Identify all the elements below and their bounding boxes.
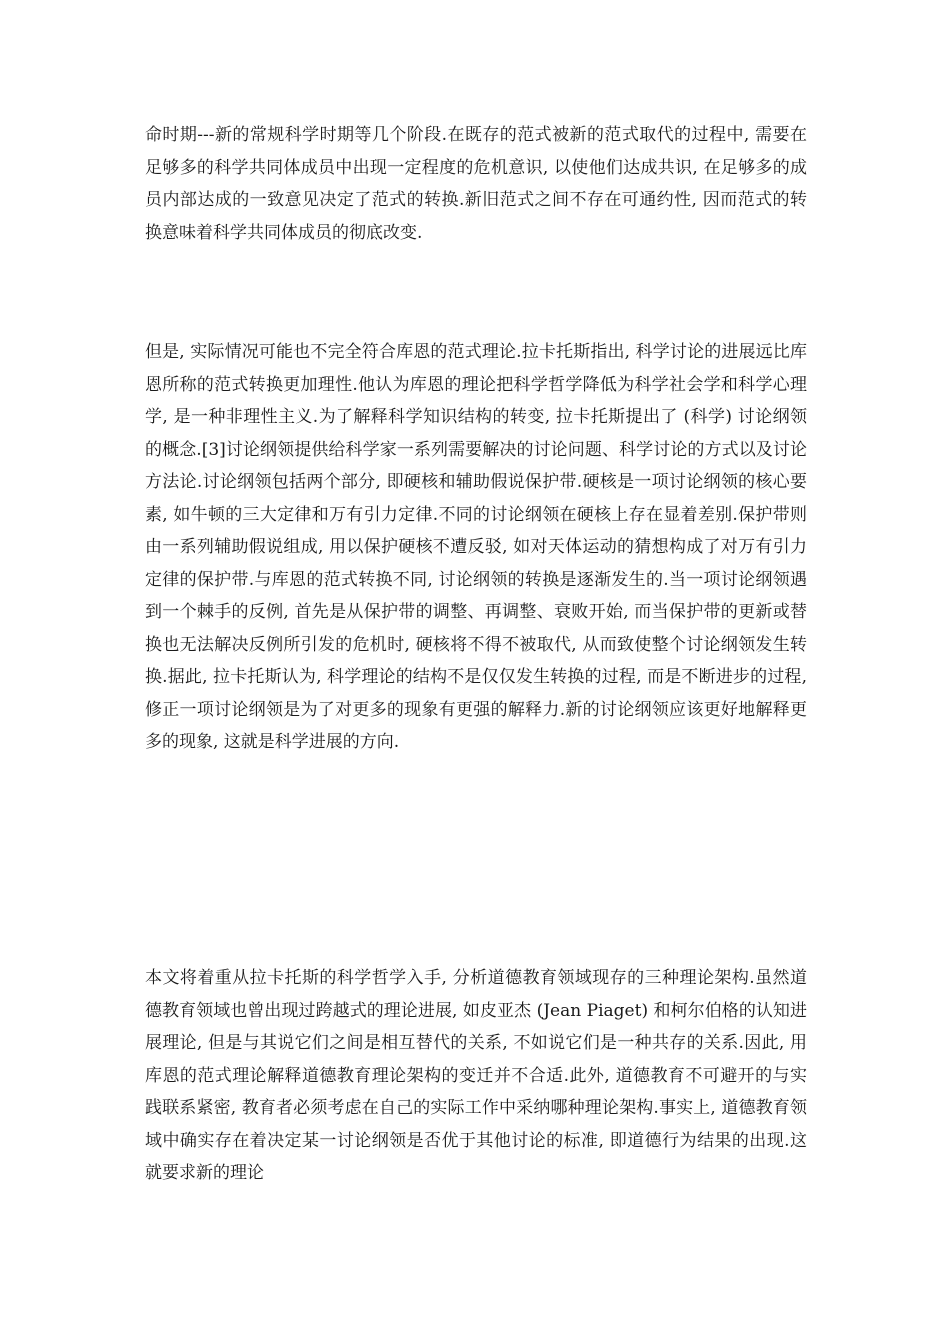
paragraph-3: 本文将着重从拉卡托斯的科学哲学入手, 分析道德教育领域现存的三种理论架构.虽然道德教育领域也曾出现过跨越式的理论进展, 如皮亚杰 (Jean Piaget) 和柯尔伯格的认知进展理论, 但是与其说它们之间是相互替代的关系, 不如说它们是一种共存的关系.因此, 用库恩的范式理论解释道德教育理论架构的变迁并不合适.此外, 道德教育不可避开的与实践联系紧密, 教育者必须考虑在自己的实际工作中采纳哪种理论架构.事实上, 道德教育领域中确实存在着决定某一讨论纲领是否优于其他讨论的标准, 即道德行为结果的出现.这就要求新的理论 xyxy=(145,968,807,1183)
paragraph-1: 命时期---新的常规科学时期等几个阶段.在既存的范式被新的范式取代的过程中, 需要在足够多的科学共同体成员中出现一定程度的危机意识, 以使他们达成共识, 在足够多的成员内部达成的一致意见决定了范式的转换.新旧范式之间不存在可通约性, 因而范式的转换意味着科学共同体成员的彻底改变. xyxy=(145,125,807,243)
paragraph-2: 但是, 实际情况可能也不完全符合库恩的范式理论.拉卡托斯指出, 科学讨论的进展远比库恩所称的范式转换更加理性.他认为库恩的理论把科学哲学降低为科学社会学和科学心理学, 是一种非理性主义.为了解释科学知识结构的转变, 拉卡托斯提出了 (科学) 讨论纲领的概念.[3]讨论纲领提供给科学家一系列需要解决的讨论问题、科学讨论的方式以及讨论方法论.讨论纲领包括两个部分, 即硬核和辅助假说保护带.硬核是一项讨论纲领的核心要素, 如牛顿的三大定律和万有引力定律.不同的讨论纲领在硬核上存在显着差别.保护带则由一系列辅助假说组成, 用以保护硬核不遭反驳, 如对天体运动的猜想构成了对万有引力定律的保护带.与库恩的范式转换不同, 讨论纲领的转换是逐渐发生的.当一项讨论纲领遇到一个棘手的反例, 首先是从保护带的调整、再调整、衰败开始, 而当保护带的更新或替换也无法解决反例所引发的危机时, 硬核将不得不被取代, 从而致使整个讨论纲领发生转换.据此, 拉卡托斯认为, 科学理论的结构不是仅仅发生转换的过程, 而是不断进步的过程, 修正一项讨论纲领是为了对更多的现象有更强的解释力.新的讨论纲领应该更好地解释更多的现象, 这就是科学进展的方向. xyxy=(145,342,807,752)
